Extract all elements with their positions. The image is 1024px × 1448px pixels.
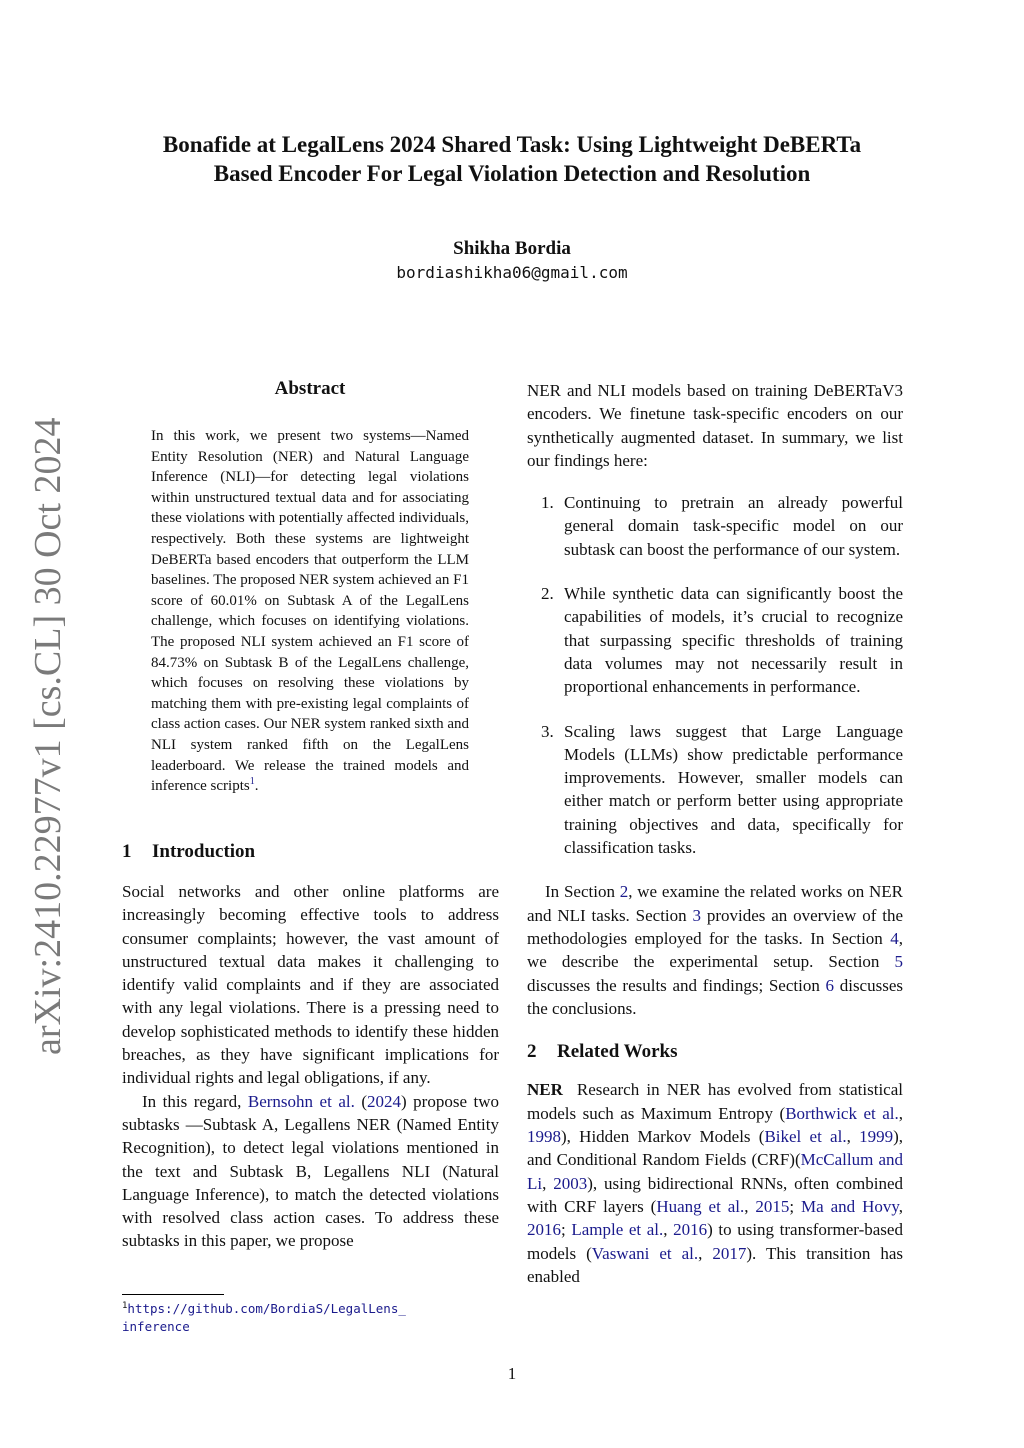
citation-link[interactable]: Borthwick et al. [785,1103,899,1123]
title-line-2: Based Encoder For Legal Violation Detection and Resolution [213,161,811,186]
section-ref-link[interactable]: 4 [890,928,899,948]
text-run: ), and Conditional Random Fields (CRF)( [527,1127,903,1170]
arxiv-identifier: arXiv:2410.22977v1 [cs.CL] 30 Oct 2024 [27,417,69,1055]
section-number: 2 [527,1041,537,1063]
abstract-heading: Abstract [274,378,346,399]
section-ref-link[interactable]: 2 [619,882,629,902]
citation-year-link[interactable]: 1999 [859,1127,894,1147]
citation-link[interactable]: Bikel et al. [764,1127,847,1147]
text-run: ) [401,1091,407,1111]
list-item [527,582,903,698]
citation-link[interactable]: McCallum and Li [527,1150,903,1193]
list-item [527,491,903,561]
text-run: ( [354,1091,368,1111]
section-heading-related-works [527,1040,903,1063]
text-run: , [698,1243,713,1263]
intro-paragraph-1: Social networks and other online platforms are increasingly becoming effective tools to address consumer complaints; however, the vast amount of unstructured textual data makes it challenging to identify valid complaints and if they are associated with any legal violations. There is a pressing need to develop sophisticated methods to identify these hidden breaches, as they have significant implications for individual rights and legal obligations, if any. [122,882,499,1088]
citation-link[interactable]: Vaswani et al. [591,1243,699,1263]
citation-link[interactable]: Bernsohn et al. [247,1091,355,1111]
text-run: discusses the results and findings; Section [527,975,826,995]
citation-year-link[interactable]: 2024 [367,1091,402,1111]
text-run: Research in NER has evolved from statistical models such as Maximum Entropy ( [527,1080,903,1123]
text-run: In this regard, [142,1091,248,1111]
text-run: provides an overview of the methodologies employed for the tasks. In Section [527,905,903,948]
section-title: Introduction [152,841,256,862]
intro-continuation: NER and NLI models based on training DeBERTaV3 encoders. We finetune task-specific encoders on our synthetically augmented dataset. In summary, we list our findings here: [527,381,903,470]
citation-link[interactable]: Huang et al. [656,1196,745,1216]
footnote-number: 1 [122,1301,128,1311]
text-run: , [846,1127,860,1147]
text-run: ) to using transformer-based models ( [527,1220,903,1263]
findings-list [527,491,903,859]
section-ref-link[interactable]: 6 [825,975,835,995]
right-column [527,379,903,1288]
abstract-text: In this work, we present two systems—Named Entity Resolution (NER) and Natural Language Inference (NLI)—for detecting legal violations within unstructured textual data and for associating these violations with potentially affected individuals, respectively. Both these systems are lightweight DeBERTa based encoders that outperform the LLM baselines. The proposed NER system achieved an F1 score of 60.01% on Subtask A of the LegalLens challenge, which focuses on identifying violations. The proposed NLI system achieved an F1 score of 84.73% on Subtask B of the LegalLens challenge, which focuses on resolving these violations by matching them with pre-existing legal complaints of class action cases. Our NER system ranked sixth and NLI system ranked fifth on the LegalLens leaderboard. We release the trained models and inference scripts [151,428,469,795]
text-run: ), using bidirectional RNNs, often combined with CRF layers ( [527,1173,903,1216]
citation-year-link[interactable]: 2003 [553,1173,588,1193]
text-run: , we examine the related works on NER and NLI tasks. Section [527,882,903,925]
text-run: propose two subtasks —Subtask A, Legallens NER (Named Entity Recognition), to detect legal violations mentioned in the text and Subtask B, Legallens NLI (Natural Language Inference), to match the detected violations with resolved class action cases. To address these subtasks in this paper, we propose [122,1091,500,1251]
list-text: While synthetic data can significantly boost the capabilities of models, it’s crucial to recognize that surpassing specific thresholds of training data volumes may not necessarily result in proportional enhancements in performance. [564,584,903,697]
text-run: ). This transition has enabled [527,1243,904,1286]
citation-year-link[interactable]: 1998 [527,1127,561,1147]
citation-year-link[interactable]: 2016 [673,1220,708,1240]
citation-year-link[interactable]: 2015 [755,1196,790,1216]
ner-paragraph [527,1078,903,1288]
section-ref-link[interactable]: 5 [894,952,903,972]
footnote-marker[interactable]: 1 [249,776,255,788]
text-run: discusses the conclusions. [527,975,903,1018]
citation-year-link[interactable]: 2017 [712,1243,747,1263]
text-run: , [542,1173,554,1193]
footnote-rule [122,1294,224,1295]
citation-link[interactable]: Lample et al. [571,1220,664,1240]
text-run: In Section [545,882,620,902]
paragraph-lead: NER [527,1080,563,1100]
section-heading-introduction [122,841,255,863]
section-overview-paragraph [527,880,903,1020]
citation-year-link[interactable]: 2016 [527,1220,561,1240]
list-text: Continuing to pretrain an already powerful general domain task-specific model on our subtask can boost the performance of our system. [564,493,903,559]
abstract-end: . [254,778,259,795]
text-run: , [663,1220,674,1240]
text-run: ), Hidden Markov Models ( [561,1127,765,1147]
author-name: Shikha Bordia [453,238,571,259]
text-run: ; [561,1220,572,1240]
introduction-body [122,880,499,1253]
text-run: , [898,1196,903,1216]
text-run: , [744,1196,756,1216]
section-number: 1 [122,841,132,862]
list-text: Scaling laws suggest that Large Language Models (LLMs) show predictable performance improvements. However, smaller models can either match or perform better using appropriate training objectives and data, specifically for classification tasks. [564,721,903,858]
list-item [527,720,903,860]
footnote [122,1297,502,1336]
abstract-body [151,426,469,797]
list-number: 3. [541,721,554,741]
text-run: , [898,1103,903,1123]
list-number: 2. [541,584,554,604]
citation-link[interactable]: Ma and Hovy [801,1196,899,1216]
author-email: bordiashikha06@gmail.com [396,263,628,282]
footnote-url[interactable]: https://github.com/BordiaS/LegalLens_ [127,1301,406,1317]
section-title: Related Works [557,1041,678,1063]
title-line-1: Bonafide at LegalLens 2024 Shared Task: Using Lightweight DeBERTa [162,132,862,157]
intro-paragraph-2 [122,1090,499,1253]
section-ref-link[interactable]: 3 [692,905,701,925]
list-number: 1. [541,493,554,513]
paper-title [100,130,924,188]
text-run: ; [789,1196,802,1216]
text-run: , we describe the experimental setup. Section [527,928,903,972]
page-number: 1 [507,1364,517,1383]
footnote-url-cont[interactable]: inference [122,1319,190,1335]
